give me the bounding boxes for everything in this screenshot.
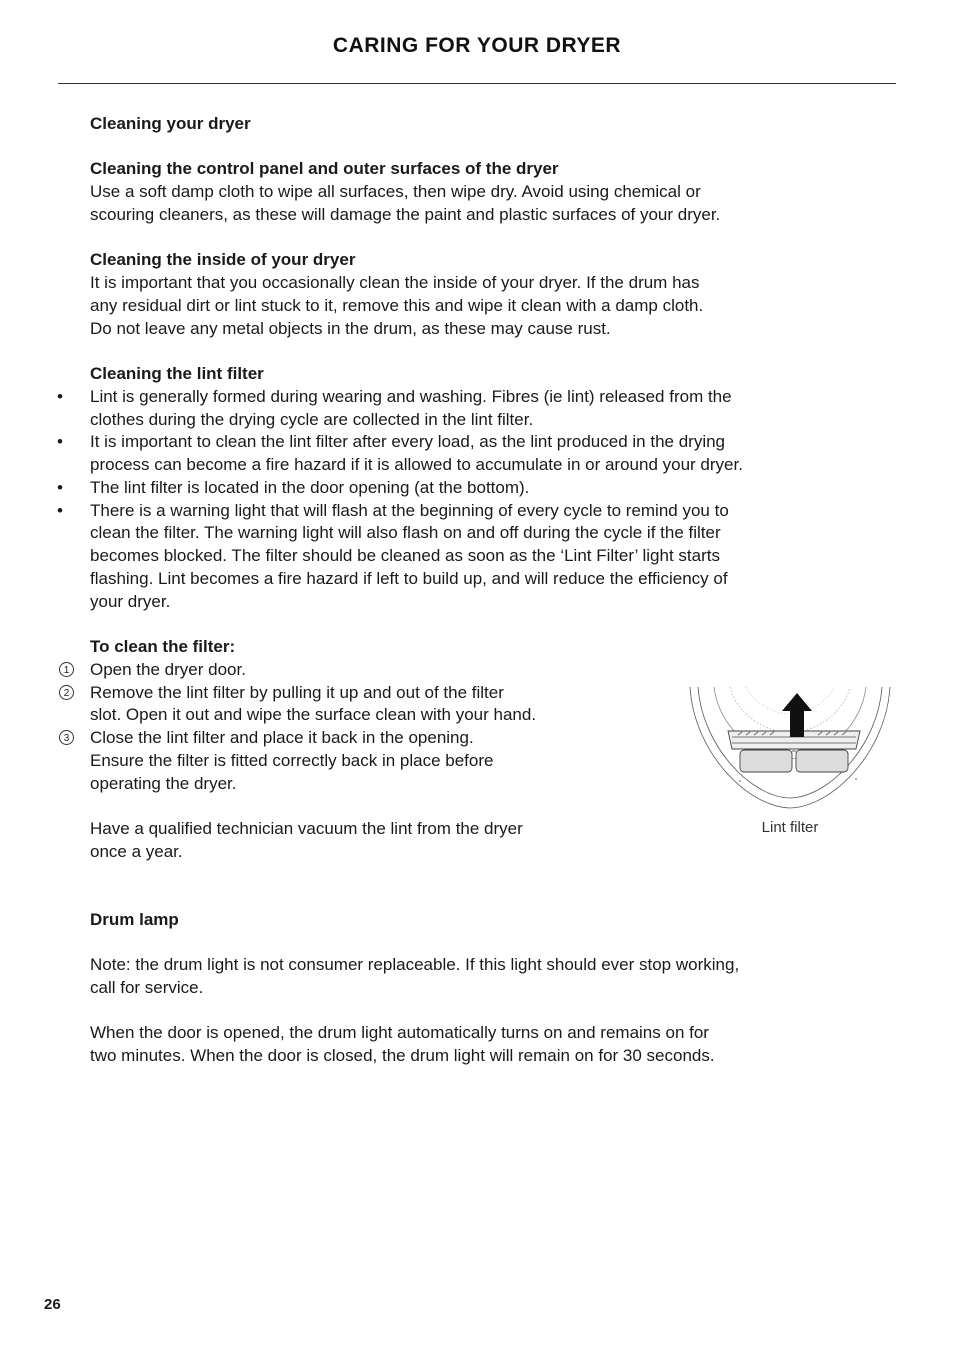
drum-lamp-note-line: Note: the drum light is not consumer replaceable. If this light should ever stop working, bbox=[90, 955, 740, 974]
step-text-line: Ensure the filter is fitted correctly back in place before bbox=[90, 751, 494, 770]
page-title: CARING FOR YOUR DRYER bbox=[332, 34, 622, 57]
step-text-line: Remove the lint filter by pulling it up and out of the filter bbox=[90, 683, 504, 702]
subheading-clean-filter: To clean the filter: bbox=[90, 637, 236, 656]
control-panel-text-line: Use a soft damp cloth to wipe all surfaces, then wipe dry. Avoid using chemical or bbox=[90, 182, 701, 201]
lint-bullet-line: process can become a fire hazard if it is allowed to accumulate in or around your dryer. bbox=[90, 455, 743, 474]
step-text-line: Close the lint filter and place it back in the opening. bbox=[90, 728, 474, 747]
section-heading-cleaning: Cleaning your dryer bbox=[90, 114, 251, 133]
lint-bullet-line: clothes during the drying cycle are collected in the lint filter. bbox=[90, 410, 534, 429]
lint-bullet-line: your dryer. bbox=[90, 592, 171, 611]
technician-note-line: Have a qualified technician vacuum the lint from the dryer bbox=[90, 819, 523, 838]
inside-text-line: any residual dirt or lint stuck to it, remove this and wipe it clean with a damp cloth. bbox=[90, 296, 704, 315]
subheading-lint-filter: Cleaning the lint filter bbox=[90, 364, 264, 383]
technician-note-line: once a year. bbox=[90, 842, 183, 861]
inside-text-line: Do not leave any metal objects in the drum, as these may cause rust. bbox=[90, 319, 611, 338]
header-divider bbox=[58, 83, 896, 84]
step-text-line: Open the dryer door. bbox=[90, 660, 246, 679]
step-number: 3 bbox=[59, 730, 74, 745]
section-heading-drum-lamp: Drum lamp bbox=[90, 910, 179, 929]
page-number: 26 bbox=[44, 1296, 61, 1313]
step-number: 2 bbox=[59, 685, 74, 700]
lint-bullet-line: The lint filter is located in the door opening (at the bottom). bbox=[90, 478, 530, 497]
figure-caption: Lint filter bbox=[761, 819, 819, 836]
lint-filter-illustration bbox=[688, 683, 892, 811]
lint-bullet-line: It is important to clean the lint filter after every load, as the lint produced in the drying bbox=[90, 432, 726, 451]
inside-text-line: It is important that you occasionally clean the inside of your dryer. If the drum has bbox=[90, 273, 700, 292]
lint-bullet-line: Lint is generally formed during wearing and washing. Fibres (ie lint) released from the bbox=[90, 387, 732, 406]
bullet-marker: • bbox=[57, 432, 63, 451]
bullet-marker: • bbox=[57, 387, 63, 406]
bullet-marker: • bbox=[57, 478, 63, 497]
drum-lamp-note-line: call for service. bbox=[90, 978, 204, 997]
control-panel-text-line: scouring cleaners, as these will damage the paint and plastic surfaces of your dryer. bbox=[90, 205, 721, 224]
lint-bullet-line: becomes blocked. The filter should be cleaned as soon as the ‘Lint Filter’ light starts bbox=[90, 546, 720, 565]
drum-lamp-text-line: When the door is opened, the drum light automatically turns on and remains on for bbox=[90, 1023, 709, 1042]
drum-lamp-text-line: two minutes. When the door is closed, the drum light will remain on for 30 seconds. bbox=[90, 1046, 715, 1065]
bullet-marker: • bbox=[57, 501, 63, 520]
step-number: 1 bbox=[59, 662, 74, 677]
subheading-control-panel: Cleaning the control panel and outer surfaces of the dryer bbox=[90, 159, 559, 178]
step-text-line: slot. Open it out and wipe the surface clean with your hand. bbox=[90, 705, 537, 724]
lint-bullet-line: clean the filter. The warning light will also flash on and off during the cycle if the filter bbox=[90, 523, 721, 542]
step-text-line: operating the dryer. bbox=[90, 774, 237, 793]
subheading-inside: Cleaning the inside of your dryer bbox=[90, 250, 356, 269]
lint-bullet-line: flashing. Lint becomes a fire hazard if left to build up, and will reduce the efficiency of bbox=[90, 569, 728, 588]
lint-bullet-line: There is a warning light that will flash at the beginning of every cycle to remind you to bbox=[90, 501, 729, 520]
